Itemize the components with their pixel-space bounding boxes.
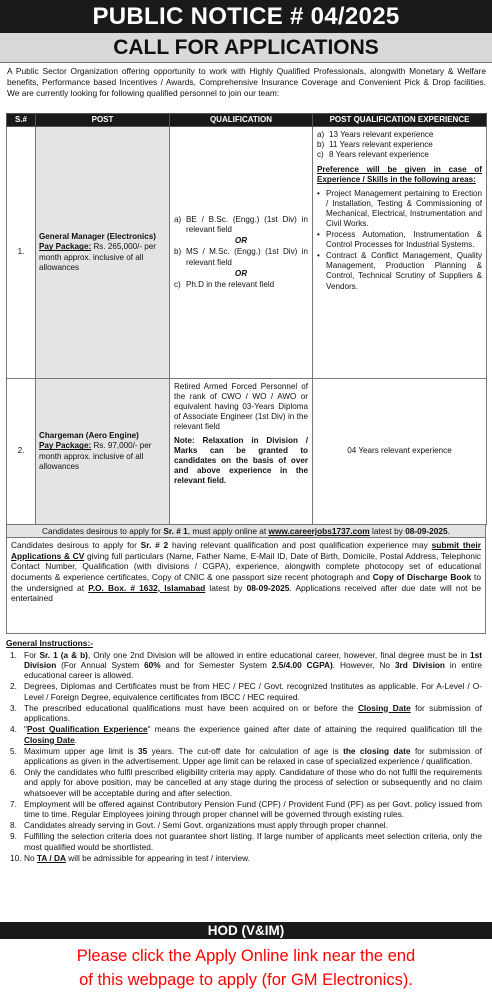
apply-online-banner (0, 940, 492, 998)
header-experience: POST QUALIFICATION EXPERIENCE (313, 114, 487, 127)
qualification-option: c) Ph.D in the relevant field (174, 279, 275, 289)
skill-item: • Project Management pertaining to Erection / Installation, Testing & Commissioning of Mechanical, Electrical, Instrumentation and Civil Works. (317, 188, 482, 228)
pay-package: Pay Package: Rs. 97,000/- per month approx. inclusive of all allowances (39, 441, 152, 471)
row-sr: 1. (7, 127, 36, 379)
post-name: General Manager (Electronics) (39, 232, 156, 242)
postal-apply-note: Candidates desirous to apply for Sr. # 2 having relevant qualification and post qualification experience may submit their Applications & CV giving full particulars (Name, Father Name, E-Mail ID, Date of Birth, Domicile, Postal Address, Telephonic Contact Number, Qualification (with divisions / CGPA), experience, alongwith complete photocopy set of educational documents & experience certificates, Copy of CNIC & one passport size recent photograph and Copy of Discharge Book to the undersigned at P.O. Box. # 1632, Islamabad latest by 08-09-2025. Applications received after due date will not be entertained (6, 538, 486, 634)
experience-cell (313, 127, 487, 379)
table-row (7, 379, 487, 525)
instruction-item (10, 799, 482, 820)
instruction-text: "Post Qualification Experience" means the experience gained after date of attaining the required qualification till the Closing Date. (24, 724, 482, 745)
instruction-number: 7. (10, 798, 17, 809)
instruction-text: Fulfilling the selection criteria does not guarantee short listing. If large number of applicants meet selection criteria, only the most qualified would be shortlisted. (24, 831, 482, 852)
general-instructions-list (6, 649, 486, 865)
instruction-item (10, 724, 482, 745)
instruction-text: The prescribed educational qualifications must have been acquired on or before the Closing Date for submission of applications. (24, 702, 482, 724)
instruction-item (10, 853, 482, 863)
instruction-text: Only the candidates who fulfil prescribed eligibility criteria may apply. Candidature of those who do not fulfil the requirements and apply for above position, may be cancelled at any stage during the process of selection or subsequently and no claim whatsoever will be acceptable during and after selection. (24, 766, 482, 798)
general-instructions-heading: General Instructions:- (6, 638, 94, 648)
row-sr: 2. (7, 379, 36, 525)
instruction-text: Maximum upper age limit is 35 years. The cut-off date for calculation of age is the closing date for submission of applications as given in the advertisement. Upper age limit can be relaxed in case of specialized experience / qualification. (24, 745, 482, 767)
post-cell (36, 379, 170, 525)
header-sr: S.# (7, 114, 36, 127)
instruction-item (10, 767, 482, 798)
banner-line: of this webpage to apply (for GM Electronics). (79, 971, 413, 989)
qualification-option: a) BE / B.Sc. (Engg.) (1st Div) in relevant field (174, 215, 308, 235)
post-name: Chargeman (Aero Engine) (39, 431, 139, 441)
instruction-number: 2. (10, 681, 17, 692)
preference-heading: Preference will be given in case of Experience / Skills in the following areas: (317, 165, 482, 185)
bullet-icon: • (317, 229, 320, 239)
header-qualification: QUALIFICATION (170, 114, 313, 127)
signatory: HOD (V&IM) (0, 922, 492, 939)
instruction-number: 1. (10, 649, 17, 660)
qualification-cell (170, 379, 313, 525)
career-jobs-link[interactable]: www.careerjobs1737.com (268, 526, 370, 536)
pay-package: Pay Package: Rs. 265,000/- per month approx. inclusive of all allowances (39, 242, 156, 272)
call-for-applications-heading: CALL FOR APPLICATIONS (0, 33, 492, 63)
instruction-text: Degrees, Diplomas and Certificates must be from HEC / PEC / Govt. recognized Institutes as applicable. For A-Level / O-Level / Foreign Degree, equivalence certificates from IBCC / HEC required. (24, 681, 482, 702)
table-header-row (7, 114, 487, 127)
table-row (7, 127, 487, 379)
posts-table (6, 113, 487, 525)
bullet-icon: • (317, 251, 320, 261)
instruction-number: 3. (10, 702, 17, 713)
skill-item: • Process Automation, Instrumentation & Control Processes for Industrial Systems. (317, 229, 482, 250)
instruction-number: 10. (10, 852, 22, 863)
instruction-item (10, 820, 482, 830)
relaxation-note: Note: Relaxation in Division / Marks can be granted to candidates on the basis of over and above experience in the relevant field. (174, 435, 308, 485)
instruction-item (10, 703, 482, 724)
instruction-number: 4. (10, 724, 17, 735)
experience-option: a) 13 Years relevant experience (317, 130, 434, 139)
instruction-text: Candidates already serving in Govt. / Semi Govt. organizations must apply through proper channel. (24, 820, 388, 831)
instruction-item (10, 681, 482, 702)
instruction-number: 6. (10, 766, 17, 777)
po-box-address: P.O. Box. # 1632, Islamabad (88, 582, 206, 593)
experience-option: b) 11 Years relevant experience (317, 140, 433, 150)
header-post: POST (36, 114, 170, 127)
bullet-icon: • (317, 188, 320, 198)
instruction-text: Employment will be offered against Contributory Pension Fund (CPF) / Provident Fund (PF) as per Govt. policy issued from time to time. Regular Employees joining through proper channel will be governed through existing rules. (24, 798, 482, 820)
instruction-number: 8. (10, 820, 17, 831)
or-separator: OR (234, 268, 248, 278)
qualification-cell (170, 127, 313, 379)
experience-option: c) 8 Years relevant experience (317, 150, 429, 160)
instruction-item (10, 746, 482, 767)
instruction-number: 9. (10, 831, 17, 842)
instruction-item (10, 831, 482, 852)
banner-line: Please click the Apply Online link near the end (76, 947, 416, 965)
instruction-text: No TA / DA will be admissible for appearing in test / interview. (24, 852, 250, 863)
qualification-text: Retired Armed Forced Personnel of the rank of CWO / WO / AWO or equivalent having 03-Years Diploma of Associate Engineer (1st Div) in the relevant field (174, 382, 308, 432)
instruction-number: 5. (10, 745, 17, 756)
instruction-item (10, 650, 482, 681)
qualification-option: b) MS / M.Sc. (Engg.) (1st Div) in relevant field (174, 247, 308, 267)
instruction-text: For Sr. 1 (a & b), Only one 2nd Division will be allowed in entire educational career, however, final degree must be in 1st Division (For Annual System 60% and for Semester System 2.5/4.00 CGPA). However, No 3rd Division in entire educational career is allowed. (24, 649, 482, 681)
online-apply-note: Candidates desirous to apply for Sr. # 1, must apply online at www.careerjobs1737.com latest by 08-09-2025. (6, 525, 486, 538)
intro-paragraph: A Public Sector Organization offering opportunity to work with Highly Qualified Professionals, alongwith Monetary & Welfare benefits, Performance based Incentives / Awards, Comprehensive Insurance Coverage and Convenient Pick & Drop facilities. We are currently looking for following qualified personnel to join our team: (7, 66, 486, 98)
experience-cell: 04 Years relevant experience (313, 379, 487, 525)
post-cell (36, 127, 170, 379)
skill-item: • Contract & Conflict Management, Quality Management, Production Planning & Control, Technical Scrutiny of Suppliers & Vendors. (317, 251, 482, 291)
notice-title: PUBLIC NOTICE # 04/2025 (0, 0, 492, 33)
or-separator: OR (234, 236, 248, 246)
